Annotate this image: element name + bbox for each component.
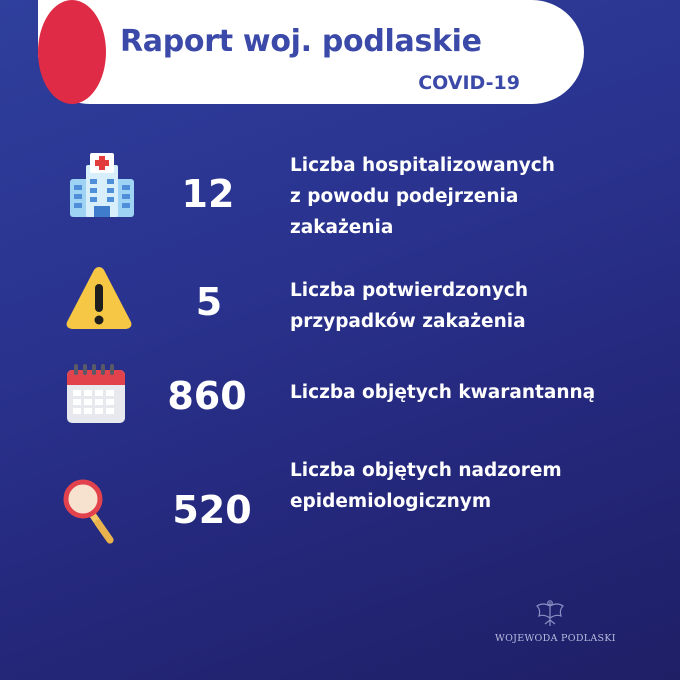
label-line: epidemiologicznym [290, 491, 492, 512]
label-line: przypadków zakażenia [290, 311, 526, 332]
calendar-icon [66, 362, 126, 424]
footer-signature: WOJEWODA PODLASKI [495, 633, 616, 644]
label-line: Liczba objętych kwarantanną [290, 382, 596, 403]
warning-icon [64, 264, 134, 332]
label-line: Liczba hospitalizowanych [290, 155, 555, 176]
label-line: zakażenia [290, 217, 394, 238]
magnifier-icon [62, 478, 118, 546]
page-subtitle: COVID-19 [418, 72, 520, 94]
stat-label-confirmed [290, 275, 670, 337]
label-line: z powodu podejrzenia [290, 186, 519, 207]
stat-value-hospitalized: 12 [181, 172, 235, 216]
page-title: Raport woj. podlaskie [120, 24, 482, 59]
stat-label-hospitalized [290, 150, 670, 243]
eagle-emblem-icon [533, 598, 567, 630]
label-line: Liczba objętych nadzorem [290, 460, 562, 481]
label-line: Liczba potwierdzonych [290, 280, 529, 301]
stat-label-surveillance [290, 455, 670, 517]
stat-label-quarantine [290, 377, 670, 408]
stat-value-quarantine: 860 [167, 374, 247, 418]
stat-value-confirmed: 5 [195, 280, 223, 324]
hospital-icon [68, 153, 136, 219]
stat-value-surveillance: 520 [172, 488, 252, 532]
red-accent-shape [38, 0, 106, 104]
